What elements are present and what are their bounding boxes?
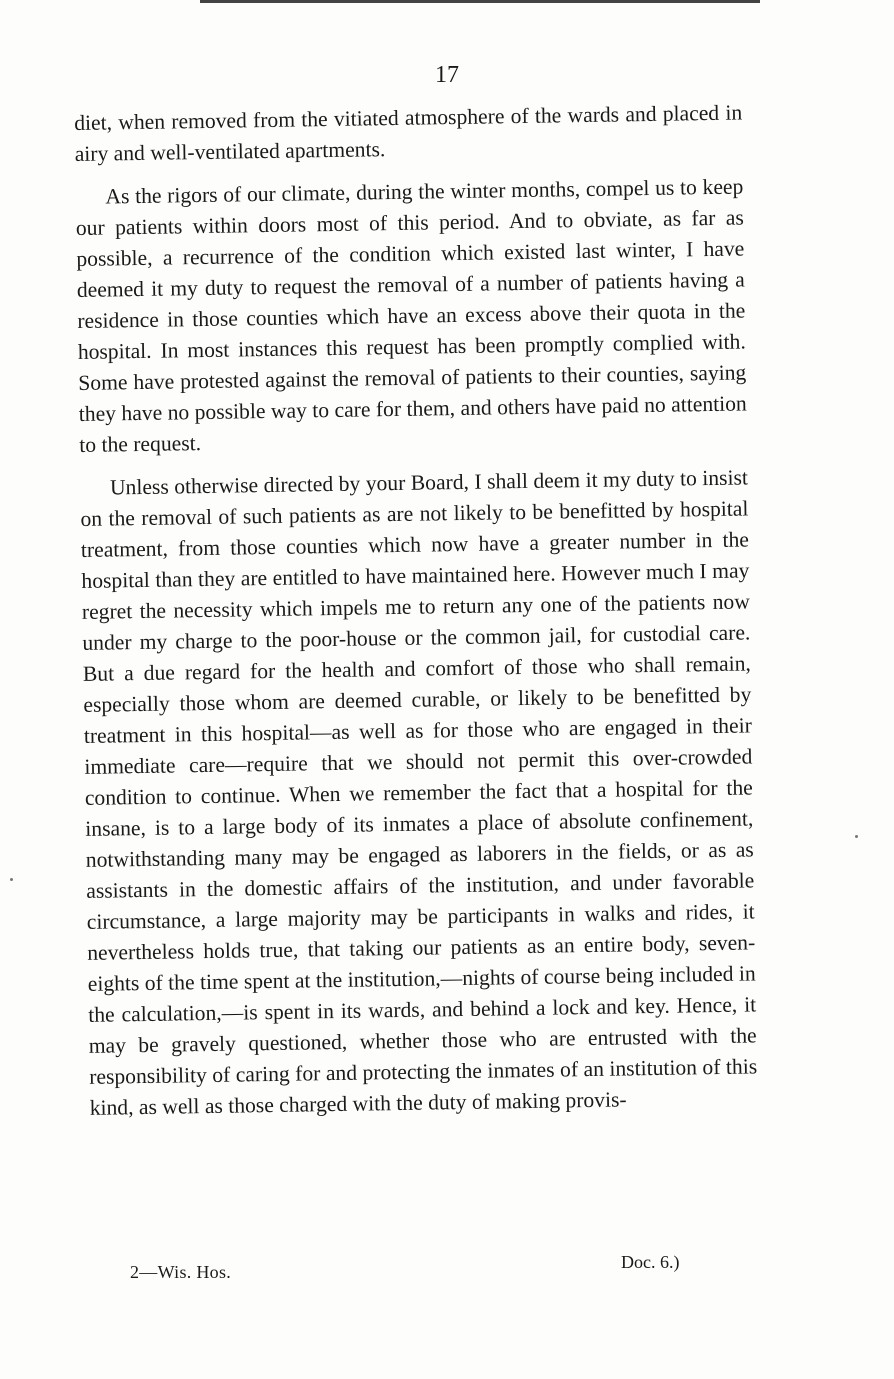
footer-signature: 2—Wis. Hos. bbox=[130, 1262, 232, 1282]
top-edge-rule bbox=[200, 0, 760, 3]
footer-doc-reference: Doc. 6.) bbox=[621, 1252, 680, 1272]
paragraph-climate: As the rigors of our climate, during the winter months, compel us to keep our patients within doors most of this period. And to obviate, as far as possible, a recurrence of the condition which existed last winter, I have deemed it my duty to request the removal of a number of patients having a residence in those counties which have an excess above their quota in the hospital. In most instances this request has been promptly complied with. Some have protested against the removal of patients to their counties, saying they have no possible way to care for them, and others have paid no attention to the request. bbox=[75, 174, 747, 457]
body-text bbox=[74, 98, 758, 1124]
scan-speck bbox=[855, 835, 858, 838]
paragraph-removal: Unless otherwise directed by your Board, I shall deem it my duty to insist on the removal of such patients as are not likely to be benefitted by hospital treatment, from those counties which now have a greater number in the hospital than they are entitled to have maintained here. However much I may regret the necessity which impels me to return any one of the patients now under my charge to the poor-house or the common jail, for custodial care. But a due regard for the health and comfort of those who shall remain, especially those whom are deemed curable, or likely to be benefitted by treatment in this hospital—as well as for those who are engaged in their immediate care—require that we should not permit this over-crowded condition to continue. When we remember the fact that a hospital for the insane, is to a large body of its inmates a place of absolute confinement, notwithstanding many may be engaged as laborers in the fields, or as as assistants in the domestic affairs of the institution, and under favorable circumstance, a large majority may be participants in walks and rides, it nevertheless holds true, that taking our patients as an entire body, seven-eights of the time spent at the institution,—nights of course being included in the calculation,—is spent in its wards, and behind a lock and key. Hence, it may be gravely questioned, whether those who are entrusted with the responsibility of caring for and protecting the inmates of an institution of this kind, as well as those charged with the duty of making provis- bbox=[80, 465, 758, 1120]
paragraph-continuation: diet, when removed from the vitiated atmosphere of the wards and placed in airy and well-ventilated apartments. bbox=[74, 100, 743, 166]
page-number: 17 bbox=[435, 62, 459, 88]
scan-speck bbox=[10, 878, 13, 881]
